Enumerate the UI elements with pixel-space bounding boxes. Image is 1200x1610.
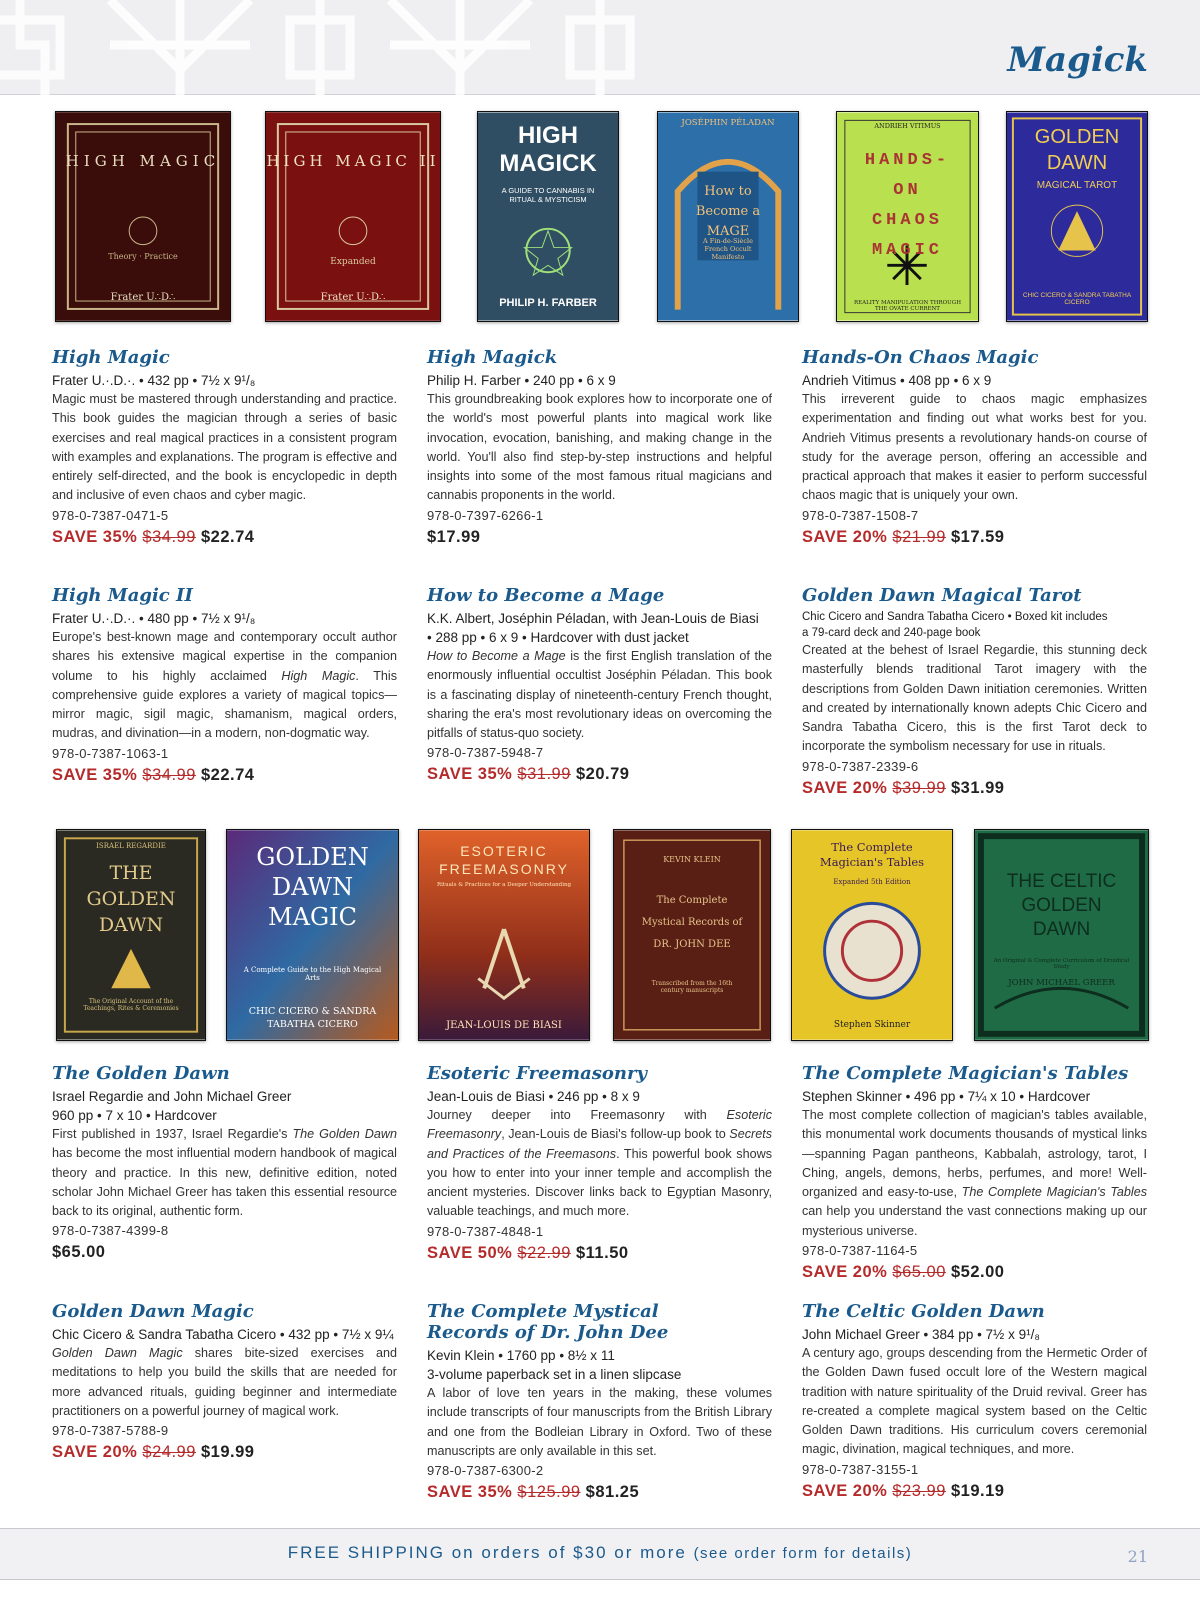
book-title[interactable]: High Magic II [52,585,193,606]
save-label: SAVE 35% [427,1483,513,1502]
book-title[interactable]: The Golden Dawn [52,1063,230,1084]
book-meta: • 288 pp • 6 x 9 • Hardcover with dust jacket [427,630,689,645]
cover-subtitle: Expanded 5th Edition [833,878,911,886]
book-isbn: 978-0-7387-5948-7 [427,745,544,761]
description-run: High Magic [281,668,356,683]
book-entry-celtic-golden-dawn [802,1301,1147,1501]
book-isbn: 978-0-7387-4848-1 [427,1223,544,1239]
cover-subtitle: REALITY MANIPULATION THROUGH THE OVATE CURRENT [853,300,961,312]
cover-title: How to Become a MAGE [695,184,761,239]
book-entry-how-to-become-a-mage [427,585,772,784]
cover-author: PHILIP H. FARBER [499,297,597,309]
book-meta: John Michael Greer • 384 pp • 7½ x 9¹/₈ [802,1327,1040,1342]
book-isbn: 978-0-7387-2339-6 [802,758,919,774]
book-title[interactable]: Golden Dawn Magical Tarot [802,585,1082,606]
book-cover-golden-dawn-magic[interactable] [226,829,399,1041]
sale-price: $22.74 [200,765,255,784]
book-isbn: 978-0-7387-3155-1 [802,1461,919,1477]
description-run: The most complete collection of magician's tables available, this monumental work documents thousands of mystical links—spanning Pagan pantheons, Kabbalah, astrology, tarot, I Ching, angels, demons, herbs, perfumes, and more! Well-organized and easy-to-use, [802,1108,1147,1200]
book-description [427,390,772,506]
book-meta: Israel Regardie and John Michael Greer [52,1089,292,1104]
sale-price: $65.00 [52,1243,106,1262]
book-meta: Chic Cicero & Sandra Tabatha Cicero • 432 pp • 7½ x 9¼ [52,1327,394,1342]
sale-price: $22.74 [200,527,255,546]
description-run: . This powerful book shows you how to enter into your inner temple and accomplish the ancient mysteries. Discover links back to Egyptian Masonry, valuable teachings, and much more. [427,1146,772,1219]
sale-price: $20.79 [575,765,630,784]
book-description [802,1344,1147,1460]
book-meta: K.K. Albert, Joséphin Péladan, with Jean-Louis de Biasi [427,611,759,626]
book-price [802,1263,1147,1282]
cover-subtitle: Rituals & Practices for a Deeper Understanding [436,882,572,888]
book-price [52,766,397,785]
description-run: . This comprehensive guide explores a variety of magical topics—mirror magic, sigil magic, shamanism, magical orders, mudras, and divination—in a modern, non-dogmatic way. [52,668,398,741]
description-run: Europe's best-known mage and contemporary occult author shares his extensive magical expertise in the companion volume to his highly acclaimed [52,630,397,683]
shipping-note: (see order form for details) [693,1545,913,1562]
cover-author: JOSÉPHIN PÉLADAN [681,118,775,128]
book-title[interactable]: The Complete Mystical Records of Dr. John Dee [427,1301,669,1343]
book-description [427,1384,772,1461]
save-label: SAVE 35% [427,765,513,784]
cover-title: THE CELTIC GOLDEN DAWN [1006,871,1117,940]
cover-title: THE GOLDEN DAWN [86,862,176,936]
cover-title: HANDS-ON CHAOS MAGIC [864,151,951,260]
old-price: $22.99 [517,1243,571,1262]
sale-price: $52.00 [950,1263,1005,1282]
old-price: $65.00 [892,1263,946,1282]
book-description [427,647,772,743]
book-cover-celtic-golden-dawn[interactable] [974,829,1149,1041]
cover-author: CHIC CICERO & SANDRA TABATHA CICERO [1022,292,1132,306]
book-cover-high-magic-ii[interactable] [265,111,441,322]
sale-price: $19.99 [200,1443,255,1462]
book-entry-hands-on-chaos-magic [802,347,1147,547]
cover-title: GOLDEN DAWN MAGIC [256,843,369,931]
book-isbn: 978-0-7387-0471-5 [52,507,169,523]
book-entry-esoteric-freemasonry [427,1063,772,1263]
page-footer [0,1528,1200,1580]
book-meta: Jean-Louis de Biasi • 246 pp • 8 x 9 [427,1089,640,1104]
description-run: is the first English translation of the enormously influential occultist Joséphin Péladan. This book is a fascinating display of nineteenth-century French thought, sharing the era's most revolutionary ideas on overcoming the pitfalls of status-quo society. [427,649,772,741]
book-title[interactable]: Golden Dawn Magic [52,1301,254,1322]
book-title[interactable]: How to Become a Mage [427,585,665,606]
book-price [52,1243,397,1262]
book-isbn: 978-0-7397-6266-1 [427,507,544,523]
description-run: , Jean-Louis de Biasi's follow-up book to [501,1127,730,1142]
cover-title: GOLDEN DAWN [1034,126,1120,174]
book-meta: 3-volume paperback set in a linen slipcase [427,1367,682,1382]
book-isbn: 978-0-7387-5788-9 [52,1423,169,1439]
cover-title: HIGH MAGIC [65,152,221,170]
book-title[interactable]: High Magick [427,347,558,368]
save-label: SAVE 35% [52,527,138,546]
cover-subtitle: Expanded [330,257,376,267]
book-meta: Stephen Skinner • 496 pp • 7¼ x 10 • Hardcover [802,1089,1091,1104]
book-meta: Philip H. Farber • 240 pp • 6 x 9 [427,373,616,388]
cover-subtitle: A GUIDE TO CANNABIS IN RITUAL & MYSTICISM [501,186,595,204]
old-price: $21.99 [892,527,946,546]
book-cover-complete-magicians-tables[interactable] [791,829,953,1041]
book-price [427,1244,772,1263]
description-run: The Golden Dawn [292,1127,398,1141]
book-isbn: 978-0-7387-6300-2 [427,1463,544,1479]
book-isbn: 978-0-7387-1063-1 [52,745,169,761]
book-price [427,765,772,784]
save-label: SAVE 20% [52,1443,138,1462]
book-isbn: 978-0-7387-1164-5 [802,1243,918,1259]
book-meta: a 79-card deck and 240-page book [802,627,981,639]
book-description [802,641,1147,757]
book-price [427,528,772,547]
cover-subtitle: Transcribed from the 16th century manuscripts [651,980,733,994]
cover-title: ESOTERIC FREEMASONRY [439,843,569,877]
page-header [0,0,1200,95]
cover-author: JEAN-LOUIS DE BIASI [446,1020,562,1031]
book-price [427,1483,772,1502]
cover-subtitle: A Complete Guide to the High Magical Arts [243,966,382,982]
description-run: Secrets and Practices of the Freemasons [427,1127,772,1161]
old-price: $125.99 [517,1483,581,1502]
sale-price: $17.99 [427,527,481,546]
old-price: $34.99 [142,527,196,546]
book-title[interactable]: High Magic [52,347,170,368]
cover-author: Stephen Skinner [833,1020,911,1030]
book-cover-how-to-become-a-mage[interactable] [657,111,799,322]
cover-title: HIGH MAGIC II [266,152,440,170]
book-cover-high-magic[interactable] [55,111,231,322]
sale-price: $31.99 [950,778,1005,797]
cover-author: Frater U∴D∴ [110,292,176,303]
book-meta: Chic Cicero and Sandra Tabatha Cicero • Boxed kit includes [802,611,1108,623]
book-title[interactable]: The Complete Magician's Tables [802,1063,1129,1084]
book-entry-high-magic-ii [52,585,397,785]
book-description [52,628,397,744]
book-meta: Kevin Klein • 1760 pp • 8½ x 11 [427,1348,615,1363]
book-description [427,1106,772,1222]
description-run: This groundbreaking book explores how to incorporate one of the world's most powerful plants into magical work like invocation, evocation, banishing, and making change in the world. You'll also find step-by-step instructions and helpful insights into some of the most famous ritual magicians and cannabis proponents in the world. [427,392,772,503]
save-label: SAVE 50% [427,1243,513,1262]
book-title[interactable]: Esoteric Freemasonry [427,1063,647,1084]
save-label: SAVE 20% [802,778,888,797]
book-description [802,1106,1147,1241]
book-entry-high-magick [427,347,772,547]
cover-subtitle: The Original Account of the Teachings, Rites & Ceremonies [83,998,179,1012]
cover-author: Frater U∴D∴ [320,292,386,303]
description-run: A century ago, groups descending from the Hermetic Order of the Golden Dawn fused occult lore of the Western magical tradition with nature spirituality of the Druid revival. Greer has re-created a complete magical system based on the Celtic Golden Dawn traditions. His curriculum covers ceremonial magic, divination, magical techniques, and more. [802,1346,1147,1457]
sale-price: $19.19 [950,1481,1005,1500]
page-number: 21 [1127,1547,1148,1566]
sale-price: $11.50 [575,1243,629,1262]
book-cover-john-dee[interactable] [613,829,771,1041]
cover-subtitle: MAGICAL TAROT [1036,180,1118,191]
book-entry-high-magic [52,347,397,547]
cover-author: JOHN MICHAEL GREER [1008,978,1115,988]
book-meta: 960 pp • 7 x 10 • Hardcover [52,1108,217,1123]
book-cover-the-golden-dawn[interactable] [56,829,206,1041]
book-price [802,779,1147,798]
description-run: Golden Dawn Magic [52,1346,183,1360]
description-run: How to Become a Mage [427,649,566,663]
book-cover-esoteric-freemasonry[interactable] [418,829,590,1041]
book-isbn: 978-0-7387-1508-7 [802,507,919,523]
description-run: A labor of love ten years in the making, these volumes include transcripts of four manuscripts from the British Library and one from the Bodleian Library in Oxford. Two of these manuscripts are only available in this set. [427,1386,772,1458]
book-price [802,1482,1147,1501]
book-entry-complete-magicians-tables [802,1063,1147,1282]
book-description [52,1125,397,1221]
old-price: $39.99 [892,778,946,797]
book-entry-the-golden-dawn [52,1063,397,1262]
description-run: Journey deeper into Freemasonry with [427,1108,727,1122]
book-entry-golden-dawn-magic [52,1301,397,1462]
save-label: SAVE 20% [802,1263,888,1282]
description-run: can help you understand the vast connections making up our mysterious universe. [802,1204,1147,1238]
save-label: SAVE 35% [52,765,138,784]
book-cover-high-magick[interactable] [477,111,619,322]
description-run: has become the most influential modern handbook of magical theory and practice. In this new, definitive edition, noted scholar John Michael Greer has taken this essential resource back to its original, authentic form. [52,1146,397,1219]
save-label: SAVE 20% [802,1481,888,1500]
sale-price: $17.59 [950,527,1005,546]
cover-subtitle: Theory · Practice [108,252,178,261]
header-pattern [0,0,660,95]
cover-subtitle: A Fin-de-Siècle French Occult Manifesto [703,237,753,261]
old-price: $24.99 [142,1443,196,1462]
old-price: $23.99 [892,1481,946,1500]
book-title[interactable]: The Celtic Golden Dawn [802,1301,1045,1322]
cover-title: The Complete Mystical Records of DR. JOHN DEE [641,895,743,950]
section-title: Magick [1007,40,1148,80]
book-price [52,528,397,547]
save-label: SAVE 20% [802,527,888,546]
description-run: Created at the behest of Israel Regardie, this stunning deck masterfully blends traditional Tarot imagery with the descriptions from Golden Dawn initiation ceremonies. Written and created by internationally known adepts Chic Cicero and Sandra Tabatha Cicero, this is the first Tarot deck to incorporate the symbolism necessary for use in rituals. [802,643,1147,754]
shipping-main: FREE SHIPPING on orders of $30 or more [287,1543,687,1562]
book-price [52,1443,397,1462]
book-meta: Frater U.·.D.·. • 480 pp • 7½ x 9¹/₈ [52,611,256,626]
book-entry-golden-dawn-magical-tarot [802,585,1147,798]
free-shipping-banner [0,1543,1200,1563]
cover-subtitle: An Original & Complete Curriculum of Druidical Study [993,958,1130,970]
description-run: Esoteric Freemasonry [427,1108,772,1142]
sale-price: $81.25 [585,1483,640,1502]
description-run: Magic must be mastered through understanding and practice. This book guides the magician through a series of basic exercises and real magical practices in a consistent program with examples and explanations. The program is effective and entirely self-directed, and the book is encyclopedic in depth and inclusive of even chaos and cyber magic. [52,392,397,503]
cover-title: The Complete Magician's Tables [819,840,925,869]
book-description [52,1344,397,1421]
book-price [802,528,1147,547]
cover-author: ISRAEL REGARDIE [96,842,166,850]
book-title[interactable]: Hands-On Chaos Magic [802,347,1039,368]
cover-author: KEVIN KLEIN [663,855,721,864]
cover-author: ANDRIEH VITIMUS [874,122,941,130]
description-run: First published in 1937, Israel Regardie's [52,1127,293,1141]
old-price: $31.99 [517,765,571,784]
description-run: The Complete Magician's Tables [961,1185,1147,1200]
old-price: $34.99 [142,765,196,784]
description-run: This irreverent guide to chaos magic emphasizes experimentation and finding out what works best for you. Andrieh Vitimus presents a revolutionary hands-on course of study for the average person, offering an accessible and practical approach that makes it easier to perform successful chaos magic that is uniquely your own. [802,392,1147,503]
book-description [802,390,1147,506]
cover-author: CHIC CICERO & SANDRA TABATHA CICERO [248,1006,377,1030]
book-meta: Frater U.·.D.·. • 432 pp • 7½ x 9¹/₈ [52,373,256,388]
cover-title: HIGH MAGICK [499,122,597,177]
book-description [52,390,397,506]
description-run: shares bite-sized exercises and meditations to help you build the skills that are needed for more advanced rituals, guiding beginner and intermediate practitioners on a powerful journey of magical work. [52,1346,397,1418]
book-cover-hands-on-chaos-magic[interactable] [836,111,979,322]
book-isbn: 978-0-7387-4399-8 [52,1223,169,1239]
book-meta: Andrieh Vitimus • 408 pp • 6 x 9 [802,373,992,388]
book-cover-golden-dawn-magical-tarot[interactable] [1006,111,1148,322]
book-entry-john-dee [427,1301,772,1502]
